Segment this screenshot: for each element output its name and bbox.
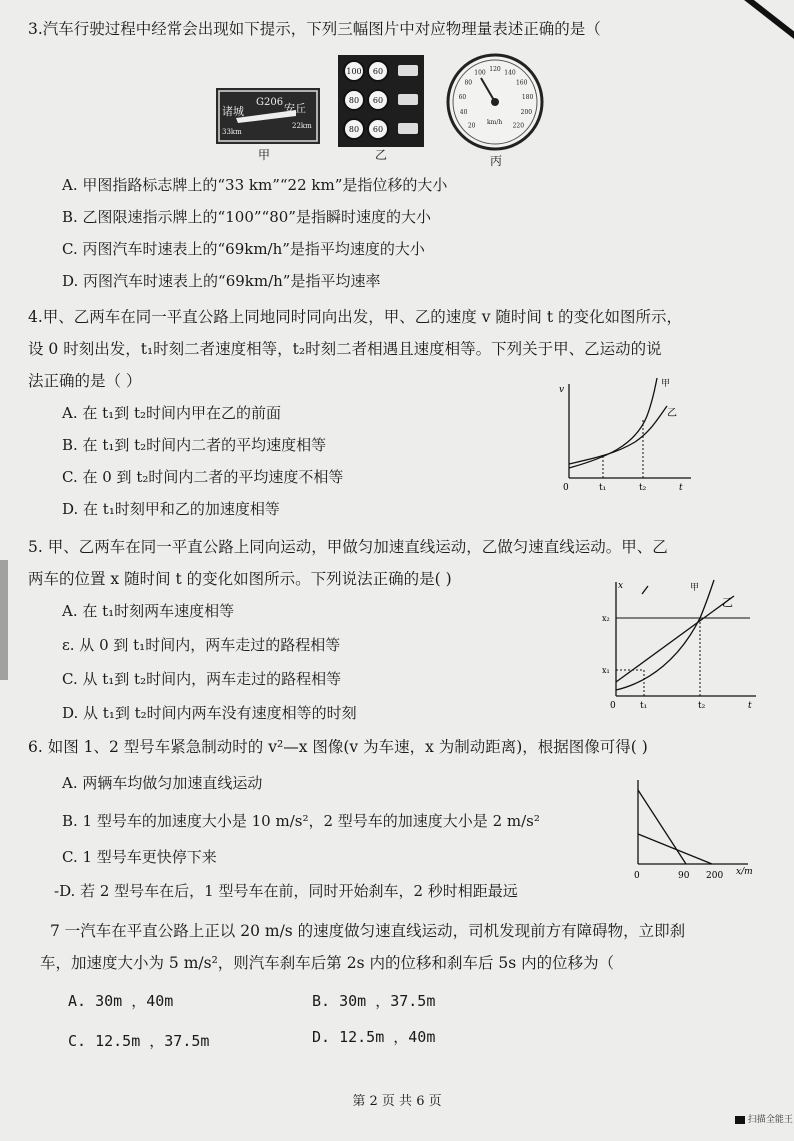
q5-option-a: A. 在 t₁时刻两车速度相等: [62, 602, 235, 620]
q4-stem-line1: 4.甲、乙两车在同一平直公路上同地同时同向出发，甲、乙的速度 v 随时间 t 的变化如图所示，: [28, 308, 682, 326]
speedometer-unit: km/h: [487, 119, 503, 126]
q4-origin: 0: [563, 483, 569, 493]
vehicle-icon: [398, 94, 418, 105]
figure-label-yi: 乙: [375, 148, 388, 162]
road-sign-right-dist: 22km: [292, 122, 312, 130]
q7-stem-line2: 车，加速度大小为 5 m/s²，则汽车刹车后第 2s 内的位移和刹车后 5s 内的位移为（: [40, 954, 615, 972]
q4-option-b: B. 在 t₁到 t₂时间内二者的平均速度相等: [62, 436, 327, 454]
q6-line-2: [638, 834, 712, 864]
q5-origin: 0: [610, 701, 616, 711]
speed-limit-value: 60: [372, 67, 384, 76]
scan-edge-shadow: [0, 560, 8, 680]
q7-option-a: A. 30m ，40m: [68, 992, 174, 1010]
q4-stem-line3: 法正确的是（ ）: [28, 372, 142, 390]
q6-option-d: -D. 若 2 型号车在后，1 型号车在前，同时开始刹车，2 秒时相距最远: [54, 882, 518, 900]
q3-option-c: C. 丙图汽车时速表上的“69km/h”是指平均速度的大小: [62, 240, 425, 258]
speed-limit-value: 80: [348, 125, 360, 134]
q5-x1: x₁: [602, 666, 610, 675]
q5-t2: t₂: [698, 701, 706, 711]
figure-label-bing: 丙: [490, 154, 503, 168]
q3-option-b: B. 乙图限速指示牌上的“100”“80”是指瞬时速度的大小: [62, 208, 431, 226]
q4-curve-yi: [569, 406, 667, 464]
q4-option-a: A. 在 t₁到 t₂时间内甲在乙的前面: [62, 404, 281, 422]
q3-option-d: D. 丙图汽车时速表上的“69km/h”是指平均速率: [62, 272, 381, 290]
q4-x-label: t: [679, 483, 683, 493]
speedometer-mark: 120: [489, 66, 501, 73]
q6-tick-200: 200: [706, 871, 724, 881]
q5-option-d: D. 从 t₁到 t₂时间内两车没有速度相等的时刻: [62, 704, 357, 722]
q5-stem-line1: 5. 甲、乙两车在同一平直公路上同向运动，甲做匀加速直线运动，乙做匀速直线运动。甲、乙: [28, 538, 668, 556]
scan-corner-mark: [692, 0, 794, 45]
q4-option-d: D. 在 t₁时刻甲和乙的加速度相等: [62, 500, 280, 518]
figure-label-jia: 甲: [258, 148, 271, 162]
speedometer-mark: 20: [467, 122, 476, 130]
q6-tick-90: 90: [678, 871, 690, 881]
q6-x-label: x/m: [736, 867, 753, 877]
q7-option-d: D. 12.5m ，40m: [312, 1028, 436, 1046]
speed-limit-value: 80: [348, 96, 360, 105]
q6-v2x-graph: [628, 776, 768, 882]
road-sign-left-dist: 33km: [222, 128, 242, 136]
q6-option-a: A. 两辆车均做匀加速直线运动: [62, 774, 263, 792]
q4-t2: t₂: [639, 483, 647, 493]
q4-stem-line2: 设 0 时刻出发，t₁时刻二者速度相等，t₂时刻二者相遇且速度相等。下列关于甲、乙运动的说: [28, 340, 662, 358]
q5-label-yi: 乙: [722, 596, 733, 609]
speedometer-mark: 80: [464, 79, 473, 87]
speed-limit-value: 100: [346, 67, 362, 76]
q3-option-a: A. 甲图指路标志牌上的“33 km”“22 km”是指位移的大小: [62, 176, 448, 194]
q3-speedometer-figure: [445, 52, 545, 152]
scanner-logo-icon: [735, 1116, 745, 1124]
q5-t1: t₁: [640, 701, 648, 711]
speedometer-mark: 200: [520, 109, 533, 117]
scanner-logo-text: 扫描全能王: [747, 1115, 793, 1125]
q6-option-b: B. 1 型号车的加速度大小是 10 m/s²，2 型号车的加速度大小是 2 m/s²: [62, 812, 540, 830]
q7-option-b: B. 30m ，37.5m: [312, 992, 436, 1010]
q5-line-yi: [616, 596, 734, 682]
q4-label-jia: 甲: [661, 379, 671, 389]
q5-xt-graph: [600, 578, 760, 716]
speedometer-mark: 180: [521, 93, 534, 101]
q5-stem-line2: 两车的位置 x 随时间 t 的变化如图所示。下列说法正确的是( ): [28, 570, 452, 588]
q6-stem: 6. 如图 1、2 型号车紧急制动时的 v²—x 图像(v 为车速，x 为制动距离)，根据图像可得( ): [28, 738, 648, 756]
q5-x-label: t: [748, 701, 752, 711]
q5-x2: x₂: [602, 614, 610, 623]
q5-curve-jia: [616, 580, 714, 690]
q3-stem: 3.汽车行驶过程中经常会出现如下提示，下列三幅图片中对应物理量表述正确的是（: [28, 20, 601, 38]
scanner-logo: [735, 1112, 793, 1125]
q4-option-c: C. 在 0 到 t₂时间内二者的平均速度不相等: [62, 468, 344, 486]
speedometer-mark: 40: [459, 109, 468, 117]
q3-speed-limit-figure: [338, 55, 424, 147]
road-sign-left-city: 诸城: [222, 105, 244, 118]
q4-t1: t₁: [599, 483, 607, 493]
q7-option-c: C. 12.5m ，37.5m: [68, 1032, 210, 1050]
page-footer: 第 2 页 共 6 页: [352, 1094, 442, 1109]
road-sign-right-city: 安丘: [284, 102, 306, 115]
q7-stem-line1: 7 一汽车在平直公路上正以 20 m/s 的速度做匀速直线运动，司机发现前方有障碍物，立即刹: [50, 922, 686, 940]
q4-vt-graph: [555, 376, 695, 496]
q6-option-c: C. 1 型号车更快停下来: [62, 848, 217, 866]
speed-limit-value: 60: [372, 96, 384, 105]
road-sign-road: G206: [256, 97, 284, 108]
q5-option-c: C. 从 t₁到 t₂时间内，两车走过的路程相等: [62, 670, 342, 688]
q6-line-1: [638, 790, 686, 864]
vehicle-icon: [398, 65, 418, 76]
q3-road-sign-figure: [216, 88, 320, 144]
speedometer-mark: 140: [504, 69, 516, 77]
vehicle-icon: [398, 123, 418, 134]
q5-y-label: x: [618, 581, 624, 591]
speedometer-mark: 100: [474, 69, 486, 77]
q5-label-jia: 甲: [690, 583, 700, 593]
speedometer-mark: 220: [512, 122, 525, 130]
speedometer-mark: 160: [515, 79, 528, 87]
q4-y-label: v: [559, 385, 565, 395]
q5-option-b: ɛ. 从 0 到 t₁时间内，两车走过的路程相等: [62, 636, 341, 654]
speed-limit-value: 60: [372, 125, 384, 134]
q4-curve-jia: [569, 378, 657, 468]
q6-origin: 0: [634, 871, 640, 881]
q4-label-yi: 乙: [667, 408, 677, 419]
speedometer-mark: 60: [458, 93, 467, 101]
